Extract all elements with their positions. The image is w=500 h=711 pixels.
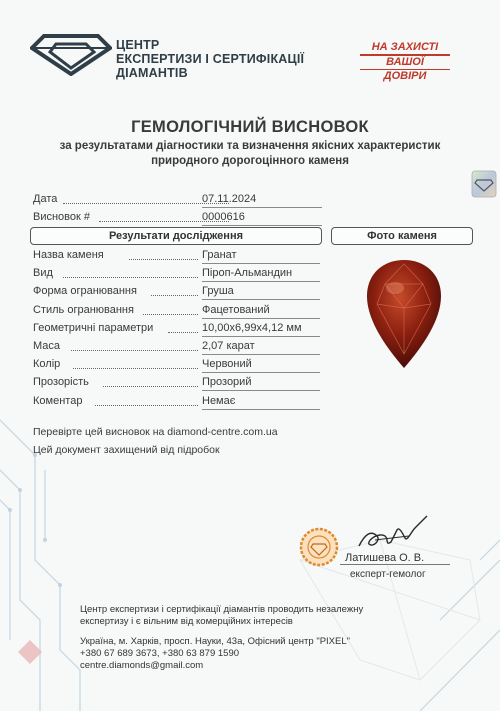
dotted-leader — [63, 276, 198, 278]
result-field-label: Колір — [33, 358, 61, 371]
value-underline — [202, 354, 320, 355]
dotted-leader — [143, 313, 198, 315]
result-field-label: Стиль огранювання — [33, 303, 134, 316]
dotted-leader — [129, 258, 198, 260]
slogan — [360, 42, 450, 82]
result-field-value: Червоний — [202, 358, 252, 371]
result-field-value: Груша — [202, 285, 234, 298]
disclaimer — [80, 604, 410, 628]
subtitle-line1: за результатами діагностики та визначення якісних характеристик — [59, 140, 441, 152]
dotted-leader — [73, 367, 198, 369]
result-field-row — [33, 395, 333, 409]
result-field-value: 10,00х6,99х4,12 мм — [202, 321, 302, 334]
result-field-row — [33, 249, 333, 263]
org-name-line3: ДІАМАНТІВ — [116, 66, 188, 80]
result-field-value: Прозорий — [202, 376, 252, 389]
slogan-line1: НА ЗАХИСТІ — [371, 41, 439, 53]
address: Україна, м. Харків, просп. Науки, 43а, Офісний центр "PIXEL" — [80, 636, 351, 647]
phones: +380 67 689 3673, +380 63 879 1590 — [80, 648, 240, 659]
date-value: 07.11.2024 — [202, 193, 257, 205]
result-field-row — [33, 340, 333, 354]
conclusion-number-label: Висновок # — [33, 211, 90, 223]
document-title: ГЕМОЛОГІЧНИЙ ВИСНОВОК — [131, 118, 369, 136]
signature-line — [340, 564, 450, 565]
conclusion-number-value: 0000616 — [202, 211, 245, 223]
value-underline — [202, 390, 320, 391]
result-field-value: Піроп-Альмандин — [202, 267, 293, 280]
result-field-label: Коментар — [33, 394, 83, 407]
value-underline — [202, 336, 320, 337]
value-underline — [202, 299, 320, 300]
date-row — [33, 193, 303, 207]
results-section-header: Результати дослідження — [30, 227, 322, 245]
expert-name: Латишева О. В. — [345, 552, 425, 564]
result-field-row — [33, 358, 333, 372]
slogan-line3: ДОВІРИ — [383, 70, 427, 82]
subtitle-line2: природного дорогоцінного каменя — [151, 155, 349, 167]
diamond-logo-icon — [30, 34, 112, 76]
dotted-leader — [95, 404, 198, 406]
result-field-label: Форма огранювання — [33, 285, 137, 298]
org-name-line1: ЦЕНТР — [116, 38, 160, 52]
value-underline — [202, 318, 320, 319]
verify-note — [33, 426, 278, 438]
verify-prefix: Перевірте цей висновок на — [33, 426, 168, 438]
dotted-leader — [71, 349, 198, 351]
result-field-value: Фацетований — [202, 303, 270, 316]
hologram-sticker-icon — [471, 170, 497, 198]
value-underline — [202, 263, 320, 264]
result-field-label: Маса — [33, 340, 61, 352]
result-field-row — [33, 322, 333, 336]
result-field-value: Немає — [202, 394, 236, 407]
result-field-value: Гранат — [202, 249, 237, 261]
protection-note: Цей документ захищений від підробок — [33, 444, 220, 456]
value-underline — [202, 207, 322, 208]
expert-role: експерт-гемолог — [350, 569, 426, 580]
result-field-label: Назва каменя — [33, 249, 104, 261]
dotted-leader — [103, 385, 198, 387]
value-underline — [202, 225, 322, 226]
contacts — [80, 636, 410, 672]
date-label: Дата — [33, 193, 58, 205]
result-field-row — [33, 304, 333, 318]
result-field-row — [33, 376, 333, 390]
value-underline — [202, 372, 320, 373]
value-underline — [202, 281, 320, 282]
value-underline — [202, 409, 320, 410]
dotted-leader — [168, 331, 198, 333]
gemstone-photo — [365, 258, 443, 370]
result-field-row — [33, 285, 333, 299]
result-field-label: Вид — [33, 267, 53, 280]
slogan-line2: ВАШОЇ — [386, 55, 424, 68]
result-field-value: 2,07 карат — [202, 340, 255, 352]
photo-section-header: Фото каменя — [331, 227, 473, 245]
email[interactable]: centre.diamonds@gmail.com — [80, 660, 204, 671]
seal-stamp-icon — [299, 527, 339, 567]
result-field-label: Геометричні параметри — [33, 321, 154, 334]
signature-icon — [355, 512, 430, 554]
dotted-leader — [151, 294, 198, 296]
verify-link[interactable]: diamond-centre.com.ua — [167, 426, 278, 438]
disclaimer-line2: експертизу і є вільним від комерційних інтересів — [80, 616, 293, 627]
document-subtitle — [40, 139, 460, 169]
organization-name — [116, 38, 304, 80]
org-name-line2: ЕКСПЕРТИЗИ І СЕРТИФІКАЦІЇ — [116, 52, 305, 66]
conclusion-number-row — [33, 211, 303, 225]
result-field-label: Прозорість — [33, 376, 89, 389]
disclaimer-line1: Центр експертизи і сертифікації діамантів проводить незалежну — [80, 604, 364, 615]
result-field-row — [33, 267, 333, 281]
